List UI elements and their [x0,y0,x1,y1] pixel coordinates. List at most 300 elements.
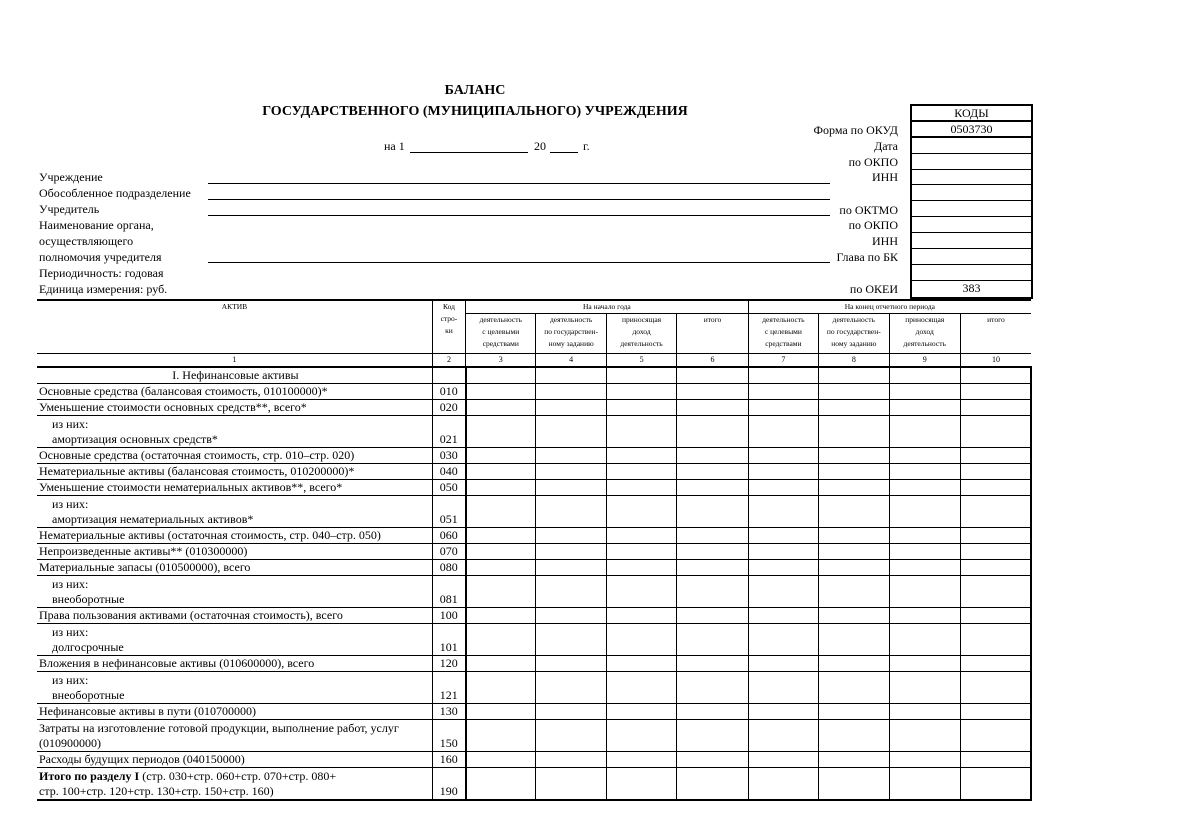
row-label-text2: внеоборотные [52,688,125,702]
value-cell[interactable] [466,768,536,801]
year-suffix: г. [583,139,590,153]
value-cell[interactable] [536,704,606,720]
value-cell[interactable] [536,528,606,544]
table-row [37,624,1031,656]
value-cell[interactable] [889,656,960,672]
value-cell[interactable] [889,752,960,768]
value-cell[interactable] [748,384,818,400]
value-cell[interactable] [606,672,676,704]
value-cell[interactable] [819,752,889,768]
founder-field[interactable] [208,215,830,216]
value-cell[interactable] [960,367,1031,384]
value-cell[interactable] [677,384,748,400]
row-code: 081 [432,576,465,608]
row-label-text: из них: [52,417,89,431]
value-cell[interactable] [819,448,889,464]
row-label [37,480,432,496]
value-cell[interactable] [466,464,536,480]
value-cell[interactable] [889,544,960,560]
okpo2-code[interactable] [912,217,1031,233]
code-header-line1: Код [442,302,455,311]
value-cell[interactable] [536,560,606,576]
row-label-text: Основные средства (остаточная стоимость, стр. 010–стр. 020) [39,448,355,462]
value-cell[interactable] [606,560,676,576]
table-row [37,544,1031,560]
table-row [37,528,1031,544]
value-cell[interactable] [536,496,606,528]
bk-code[interactable] [912,249,1031,265]
value-cell[interactable] [748,624,818,656]
value-cell[interactable] [466,544,536,560]
row-label [37,704,432,720]
row-code: 051 [432,496,465,528]
row-label-text2: стр. 100+стр. 120+стр. 130+стр. 150+стр. 160) [39,784,274,798]
value-cell[interactable] [606,768,676,801]
row-code: 010 [432,384,465,400]
value-cell[interactable] [748,544,818,560]
value-cell[interactable] [889,448,960,464]
row-label [37,528,432,544]
value-cell[interactable] [677,560,748,576]
value-cell[interactable] [466,624,536,656]
value-cell[interactable] [960,608,1031,624]
row-label [37,752,432,768]
col-header-line: доход [915,327,934,337]
value-cell[interactable] [677,768,748,801]
value-cell[interactable] [889,416,960,448]
value-cell[interactable] [466,576,536,608]
inn2-label: ИНН [872,234,898,248]
row-code: 101 [432,624,465,656]
value-cell[interactable] [606,656,676,672]
col-state-end [819,314,889,354]
value-cell[interactable] [819,464,889,480]
value-cell[interactable] [466,752,536,768]
value-cell[interactable] [606,608,676,624]
row-label-text: из них: [52,577,89,591]
col-number: 8 [819,354,889,368]
value-cell[interactable] [889,672,960,704]
value-cell[interactable] [748,496,818,528]
value-cell[interactable] [960,416,1031,448]
value-cell[interactable] [606,704,676,720]
value-cell[interactable] [677,608,748,624]
value-cell[interactable] [960,480,1031,496]
row-label [37,448,432,464]
value-cell[interactable] [889,480,960,496]
value-cell[interactable] [748,672,818,704]
okud-label: Форма по ОКУД [813,123,898,137]
col-header-line: итого [703,315,722,325]
row-label [37,576,432,608]
value-cell[interactable] [677,624,748,656]
bk-label: Глава по БК [836,250,898,264]
col-header-line: ному заданию [548,339,594,349]
document-subtitle: ГОСУДАРСТВЕННОГО (МУНИЦИПАЛЬНОГО) УЧРЕЖДЕНИЯ [262,104,688,119]
value-cell[interactable] [677,464,748,480]
value-cell[interactable] [748,367,818,384]
value-cell[interactable] [606,416,676,448]
value-cell[interactable] [677,496,748,528]
value-cell[interactable] [606,400,676,416]
value-cell[interactable] [889,560,960,576]
okpo2-label: по ОКПО [848,218,898,232]
value-cell[interactable] [677,656,748,672]
value-cell[interactable] [960,704,1031,720]
value-cell[interactable] [677,704,748,720]
value-cell[interactable] [466,704,536,720]
value-cell[interactable] [960,560,1031,576]
date-day-month-field[interactable] [410,152,528,153]
value-cell[interactable] [466,400,536,416]
table-row [37,464,1031,480]
col-number: 5 [606,354,676,368]
value-cell[interactable] [606,576,676,608]
row-label-text: Уменьшение стоимости основных средств**, всего* [39,400,307,414]
value-cell[interactable] [466,528,536,544]
col-number: 4 [536,354,606,368]
table-row [37,480,1031,496]
table-row [37,496,1031,528]
value-cell[interactable] [819,576,889,608]
row-label [37,496,432,528]
col-header-line: деятельность [903,339,946,349]
authority-label-3: полномочия учредителя [39,250,162,264]
col-number: 7 [748,354,818,368]
col-target-start [466,314,536,354]
value-cell[interactable] [536,400,606,416]
value-cell[interactable] [960,624,1031,656]
value-cell[interactable] [748,608,818,624]
table-row [37,448,1031,464]
value-cell[interactable] [466,448,536,464]
value-cell[interactable] [536,768,606,801]
section-code-cell [432,367,465,384]
row-label [37,608,432,624]
table-row [37,752,1031,768]
authority-label-1: Наименование органа, [39,218,154,232]
value-cell[interactable] [960,528,1031,544]
value-cell[interactable] [606,624,676,656]
value-cell[interactable] [819,480,889,496]
value-cell[interactable] [606,384,676,400]
table-row [37,576,1031,608]
date-code[interactable] [912,138,1031,154]
row-label-text: из них: [52,673,89,687]
row-label-text: Вложения в нефинансовые активы (010600000), всего [39,656,315,670]
col-header-line: по государствен- [544,327,599,337]
value-cell[interactable] [536,448,606,464]
end-period-header: На конец отчетного периода [748,300,1031,314]
value-cell[interactable] [677,752,748,768]
code-header-line3: ки [445,326,453,335]
value-cell[interactable] [748,480,818,496]
value-cell[interactable] [606,496,676,528]
value-cell[interactable] [677,528,748,544]
okpo-code[interactable] [912,154,1031,170]
value-cell[interactable] [889,768,960,801]
value-cell[interactable] [960,496,1031,528]
col-header-line: ному заданию [831,339,877,349]
value-cell[interactable] [466,720,536,752]
value-cell[interactable] [748,416,818,448]
value-cell[interactable] [466,608,536,624]
value-cell[interactable] [677,367,748,384]
inn-code[interactable] [912,170,1031,186]
col-header-line: деятельность [549,315,593,325]
col-header-line: итого [987,315,1005,325]
value-cell[interactable] [819,704,889,720]
value-cell[interactable] [748,768,818,801]
col-header-line: приносящая [905,315,945,325]
value-cell[interactable] [960,400,1031,416]
value-cell[interactable] [677,720,748,752]
document-title: БАЛАНС [444,83,506,98]
value-cell[interactable] [889,400,960,416]
value-cell[interactable] [748,560,818,576]
value-cell[interactable] [748,576,818,608]
value-cell[interactable] [536,480,606,496]
section-title: I. Нефинансовые активы [37,367,432,384]
value-cell[interactable] [960,752,1031,768]
value-cell[interactable] [606,528,676,544]
value-cell[interactable] [889,384,960,400]
value-cell[interactable] [960,720,1031,752]
value-cell[interactable] [536,720,606,752]
row-label-text2: (010900000) [39,736,101,750]
row-label-text: Непроизведенные активы** (010300000) [39,544,248,558]
value-cell[interactable] [606,464,676,480]
col-header-line: средствами [765,339,802,349]
value-cell[interactable] [819,384,889,400]
col-header-line: по государствен- [826,327,881,337]
col-number: 6 [677,354,748,368]
value-cell[interactable] [536,384,606,400]
col-number: 3 [466,354,536,368]
row-label-text: Материальные запасы (010500000), всего [39,560,251,574]
date-label: Дата [874,139,898,153]
start-period-header: На начало года [466,300,749,314]
value-cell[interactable] [960,656,1031,672]
value-cell[interactable] [466,480,536,496]
col-total-end [960,314,1031,354]
value-cell[interactable] [748,656,818,672]
value-cell[interactable] [819,624,889,656]
row-label-text: Права пользования активами (остаточная стоимость), всего [39,608,343,622]
col-number: 9 [889,354,960,368]
value-cell[interactable] [606,544,676,560]
value-cell[interactable] [960,768,1031,801]
value-cell[interactable] [606,367,676,384]
okud-code: 0503730 [912,122,1031,138]
col-state-start [536,314,606,354]
value-cell[interactable] [466,416,536,448]
table-row [37,608,1031,624]
institution-field[interactable] [208,183,830,184]
col-target-end [748,314,818,354]
col-header-line: с целевыми [482,327,520,337]
row-code: 100 [432,608,465,624]
row-label-text: из них: [52,625,89,639]
value-cell[interactable] [819,416,889,448]
row-code: 150 [432,720,465,752]
col-header-line: доход [632,327,651,337]
value-cell[interactable] [536,367,606,384]
value-cell[interactable] [960,544,1031,560]
row-label [37,672,432,704]
value-cell[interactable] [606,752,676,768]
authority-field[interactable] [208,262,830,263]
col-income-start [606,314,676,354]
row-label [37,400,432,416]
row-label-text: из них: [52,497,89,511]
row-label-text: Основные средства (балансовая стоимость, 010100000)* [39,384,328,398]
blank2-code[interactable] [912,265,1031,281]
value-cell[interactable] [889,720,960,752]
value-cell[interactable] [536,752,606,768]
value-cell[interactable] [536,656,606,672]
value-cell[interactable] [819,608,889,624]
blank-code[interactable] [912,185,1031,201]
value-cell[interactable] [960,448,1031,464]
value-cell[interactable] [960,384,1031,400]
row-label [37,464,432,480]
value-cell[interactable] [466,672,536,704]
value-cell[interactable] [960,464,1031,480]
value-cell[interactable] [960,576,1031,608]
okei-code: 383 [962,280,981,295]
col-income-end [889,314,960,354]
value-cell[interactable] [819,367,889,384]
value-cell[interactable] [677,480,748,496]
value-cell[interactable] [606,720,676,752]
value-cell[interactable] [819,528,889,544]
row-label [37,624,432,656]
row-code: 060 [432,528,465,544]
table-row [37,384,1031,400]
row-label-text: Нефинансовые активы в пути (010700000) [39,704,257,718]
table-row [37,720,1031,752]
col-header-line: деятельность [479,315,522,325]
value-cell[interactable] [819,560,889,576]
value-cell[interactable] [536,544,606,560]
value-cell[interactable] [677,576,748,608]
value-cell[interactable] [748,752,818,768]
table-row [37,656,1031,672]
row-code: 190 [432,768,465,801]
value-cell[interactable] [819,720,889,752]
value-cell[interactable] [536,672,606,704]
value-cell[interactable] [748,528,818,544]
table-row [37,560,1031,576]
value-cell[interactable] [536,624,606,656]
value-cell[interactable] [606,448,676,464]
value-cell[interactable] [960,672,1031,704]
value-cell[interactable] [748,448,818,464]
value-cell[interactable] [748,720,818,752]
value-cell[interactable] [748,400,818,416]
row-code: 040 [432,464,465,480]
value-cell[interactable] [677,448,748,464]
value-cell[interactable] [466,496,536,528]
value-cell[interactable] [819,672,889,704]
value-cell[interactable] [536,576,606,608]
value-cell[interactable] [889,608,960,624]
table-row [37,416,1031,448]
col-header-line: деятельность [832,315,875,325]
row-label [37,384,432,400]
value-cell[interactable] [536,416,606,448]
value-cell[interactable] [889,704,960,720]
value-cell[interactable] [819,656,889,672]
row-label [37,768,432,801]
col-number: 2 [432,354,465,368]
subdivision-field[interactable] [208,199,830,200]
value-cell[interactable] [466,560,536,576]
value-cell[interactable] [466,384,536,400]
col-header-line: приносящая [622,315,662,325]
oktmo-code[interactable] [912,201,1031,217]
value-cell[interactable] [536,464,606,480]
periodicity-label: Периодичность: годовая [39,266,164,280]
value-cell[interactable] [677,400,748,416]
value-cell[interactable] [606,480,676,496]
value-cell[interactable] [536,608,606,624]
value-cell[interactable] [466,656,536,672]
value-cell[interactable] [889,624,960,656]
value-cell[interactable] [466,367,536,384]
value-cell[interactable] [748,704,818,720]
row-label [37,560,432,576]
value-cell[interactable] [889,464,960,480]
aktiv-header: АКТИВ [37,300,432,354]
row-code: 021 [432,416,465,448]
row-label-text2: долгосрочные [52,640,124,654]
row-code: 121 [432,672,465,704]
row-code: 160 [432,752,465,768]
value-cell[interactable] [677,672,748,704]
value-cell[interactable] [819,400,889,416]
col-header-line: с целевыми [764,327,802,337]
row-label-text: Расходы будущих периодов (040150000) [39,752,245,766]
year-field[interactable] [550,152,578,153]
row-code: 120 [432,656,465,672]
value-cell[interactable] [889,496,960,528]
value-cell[interactable] [889,528,960,544]
value-cell[interactable] [819,768,889,801]
value-cell[interactable] [748,464,818,480]
col-total-start [677,314,748,354]
col-header-line: средствами [482,339,519,349]
row-label-text: Затраты на изготовление готовой продукции, выполнение работ, услуг [39,721,399,735]
codes-box [910,104,1033,299]
value-cell[interactable] [889,576,960,608]
value-cell[interactable] [677,416,748,448]
row-label-bold: Итого по разделу I [39,769,140,783]
row-code: 080 [432,560,465,576]
value-cell[interactable] [819,496,889,528]
row-label-text: Нематериальные активы (балансовая стоимость, 010200000)* [39,464,355,478]
value-cell[interactable] [889,367,960,384]
value-cell[interactable] [819,544,889,560]
value-cell[interactable] [677,544,748,560]
row-label-text2: амортизация нематериальных активов* [52,512,254,526]
subdivision-label: Обособленное подразделение [39,186,191,200]
row-label [37,544,432,560]
founder-label: Учредитель [39,202,100,216]
inn2-code[interactable] [912,233,1031,249]
date-prefix: на 1 [384,139,405,153]
